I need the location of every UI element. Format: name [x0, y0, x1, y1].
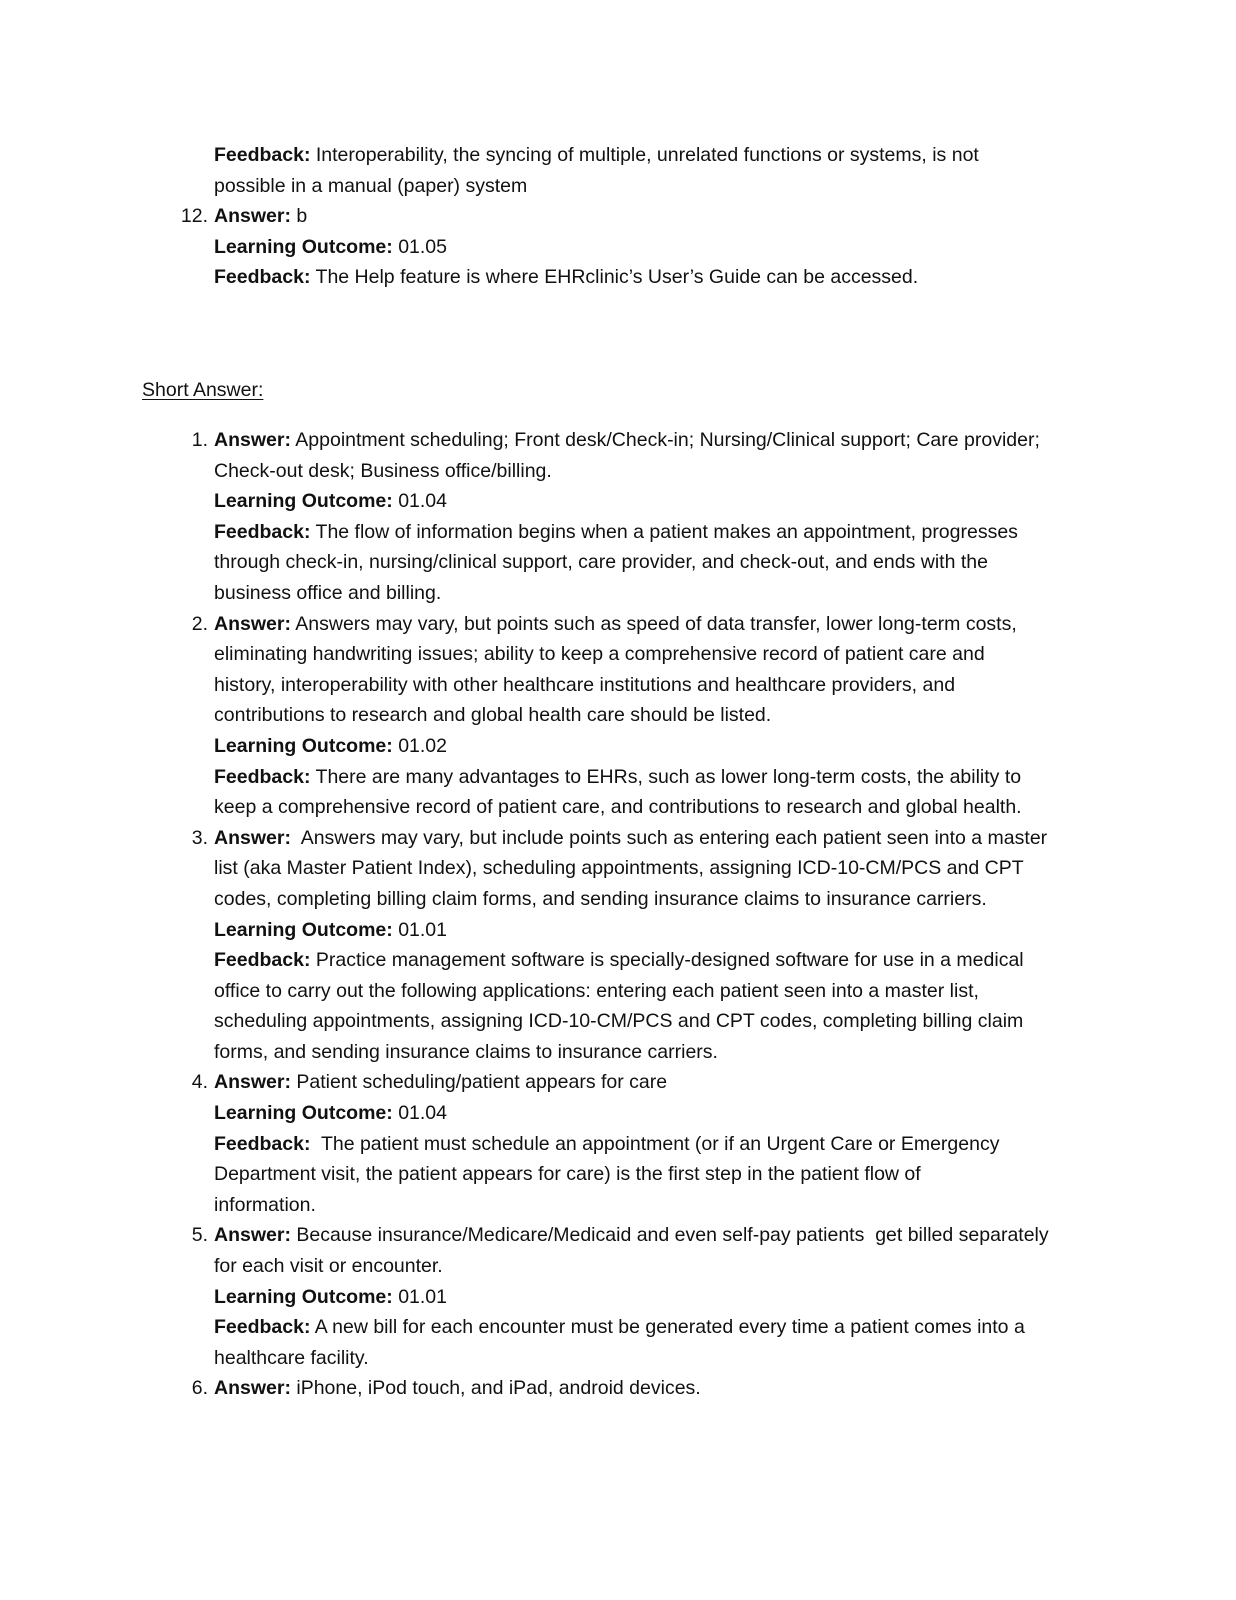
outcome-value: 01.02: [398, 734, 448, 757]
feedback-text: There are many advantages to EHRs, such as lower long-term costs, the ability to: [315, 765, 1022, 788]
item-number: 6.: [191, 1377, 208, 1400]
answer-line: [214, 1067, 1094, 1098]
answer-line: [214, 1373, 1094, 1404]
feedback-text: The patient must schedule an appointment (or if an Urgent Care or Emergency: [315, 1132, 1000, 1155]
answer-label: Answer:: [214, 1377, 291, 1400]
outcome-label: Learning Outcome:: [214, 918, 393, 941]
answer-label: Answer:: [214, 1224, 291, 1247]
feedback-line: [214, 945, 1094, 976]
answer-label: Answer:: [214, 205, 291, 228]
feedback-text: The flow of information begins when a patient makes an appointment, progresses: [315, 520, 1018, 543]
answer-item-6: [191, 1373, 1094, 1404]
outcome-line: [214, 486, 1094, 517]
feedback-line: [214, 262, 1094, 293]
feedback-line: [214, 1129, 1094, 1160]
feedback-text: A new bill for each encounter must be generated every time a patient comes into a: [314, 1316, 1025, 1339]
answer-item-3: [191, 823, 1094, 1068]
feedback-line: [214, 140, 1094, 171]
answer-text-line: contributions to research and global health care should be listed.: [214, 704, 772, 727]
answer-text-line: list (aka Master Patient Index), scheduling appointments, assigning ICD-10-CM/PCS and CPT: [214, 857, 1024, 880]
feedback-text: Practice management software is specially-designed software for use in a medical: [315, 949, 1024, 972]
feedback-line: [214, 1312, 1094, 1343]
feedback-line: [214, 762, 1094, 793]
feedback-text-line: office to carry out the following applications: entering each patient seen into a master list,: [214, 979, 979, 1002]
answer-text: Because insurance/Medicare/Medicaid and even self-pay patients get billed separately: [296, 1224, 1049, 1247]
answer-label: Answer:: [214, 429, 291, 451]
answer-line: [214, 609, 1094, 640]
item-number: 3.: [191, 826, 208, 849]
item-number: 5.: [191, 1224, 208, 1247]
feedback-text-line: Department visit, the patient appears for care) is the first step in the patient flow of: [214, 1163, 921, 1186]
answer-item-5: [191, 1220, 1094, 1373]
answer-item-2: [191, 609, 1094, 823]
answer-item-12: [180, 201, 1094, 293]
answer-text: Answers may vary, but include points such as entering each patient seen into a master: [296, 826, 1048, 849]
feedback-text-line: keep a comprehensive record of patient care, and contributions to research and global health.: [214, 796, 1022, 819]
short-answer-list: [191, 425, 1094, 1404]
answer-text-line: history, interoperability with other healthcare institutions and healthcare providers, and: [214, 673, 956, 696]
outcome-value: 01.05: [398, 235, 448, 258]
section-title: Short Answer:: [142, 379, 264, 401]
answer-text: Answers may vary, but points such as speed of data transfer, lower long-term costs,: [295, 612, 1017, 635]
feedback-text-line: through check-in, nursing/clinical support, care provider, and check-out, and ends with the: [214, 551, 988, 574]
answer-text-line: Check-out desk; Business office/billing.: [214, 459, 552, 482]
outcome-label: Learning Outcome:: [214, 490, 393, 513]
outcome-value: 01.04: [398, 1102, 448, 1125]
outcome-line: [214, 731, 1094, 762]
feedback-label: Feedback:: [214, 144, 311, 166]
answer-text: b: [296, 205, 308, 228]
feedback-label: Feedback:: [214, 520, 311, 543]
feedback-label: Feedback:: [214, 1316, 311, 1339]
answer-label: Answer:: [214, 612, 291, 635]
feedback-text-line: forms, and sending insurance claims to insurance carriers.: [214, 1040, 718, 1063]
outcome-value: 01.01: [398, 1285, 448, 1308]
previous-item-feedback: [214, 140, 1094, 201]
outcome-label: Learning Outcome:: [214, 1285, 393, 1308]
feedback-text-line: business office and billing.: [214, 581, 442, 604]
feedback-label: Feedback:: [214, 1132, 311, 1155]
outcome-value: 01.04: [398, 490, 448, 513]
answer-line: [214, 1220, 1094, 1251]
item-number: 1.: [191, 429, 208, 451]
feedback-text: Interoperability, the syncing of multiple, unrelated functions or systems, is not: [315, 144, 979, 166]
feedback-line: [214, 517, 1094, 548]
feedback-label: Feedback:: [214, 949, 311, 972]
feedback-text-line: scheduling appointments, assigning ICD-10-CM/PCS and CPT codes, completing billing claim: [214, 1010, 1024, 1033]
feedback-line: possible in a manual (paper) system: [214, 174, 528, 197]
answer-text: Appointment scheduling; Front desk/Check-in; Nursing/Clinical support; Care provider;: [295, 429, 1040, 451]
outcome-value: 01.01: [398, 918, 448, 941]
answer-text-line: codes, completing billing claim forms, and sending insurance claims to insurance carriers.: [214, 887, 987, 910]
answer-item-4: [191, 1067, 1094, 1220]
previous-answers-block: [180, 140, 1094, 293]
answer-label: Answer:: [214, 1071, 291, 1094]
feedback-text-line: healthcare facility.: [214, 1346, 369, 1369]
answer-text: iPhone, iPod touch, and iPad, android devices.: [296, 1377, 701, 1400]
item-number: 12.: [180, 205, 208, 228]
answer-text-line: for each visit or encounter.: [214, 1255, 443, 1278]
outcome-label: Learning Outcome:: [214, 235, 393, 258]
answer-line: [214, 201, 1094, 232]
outcome-label: Learning Outcome:: [214, 1102, 393, 1125]
answer-item-1: [191, 425, 1094, 609]
feedback-label: Feedback:: [214, 765, 311, 788]
outcome-line: [214, 232, 1094, 263]
answer-line: [214, 425, 1094, 456]
answer-text-line: eliminating handwriting issues; ability to keep a comprehensive record of patient care and: [214, 643, 985, 666]
outcome-line: [214, 1098, 1094, 1129]
item-number: 2.: [191, 612, 208, 635]
feedback-text: The Help feature is where EHRclinic’s User’s Guide can be accessed.: [315, 266, 919, 289]
outcome-line: [214, 1282, 1094, 1313]
answer-line: [214, 823, 1094, 854]
answer-text: Patient scheduling/patient appears for care: [296, 1071, 668, 1094]
feedback-label: Feedback:: [214, 266, 311, 289]
outcome-label: Learning Outcome:: [214, 734, 393, 757]
feedback-text-line: information.: [214, 1193, 316, 1216]
answer-label: Answer:: [214, 826, 291, 849]
outcome-line: [214, 915, 1094, 946]
item-number: 4.: [191, 1071, 208, 1094]
